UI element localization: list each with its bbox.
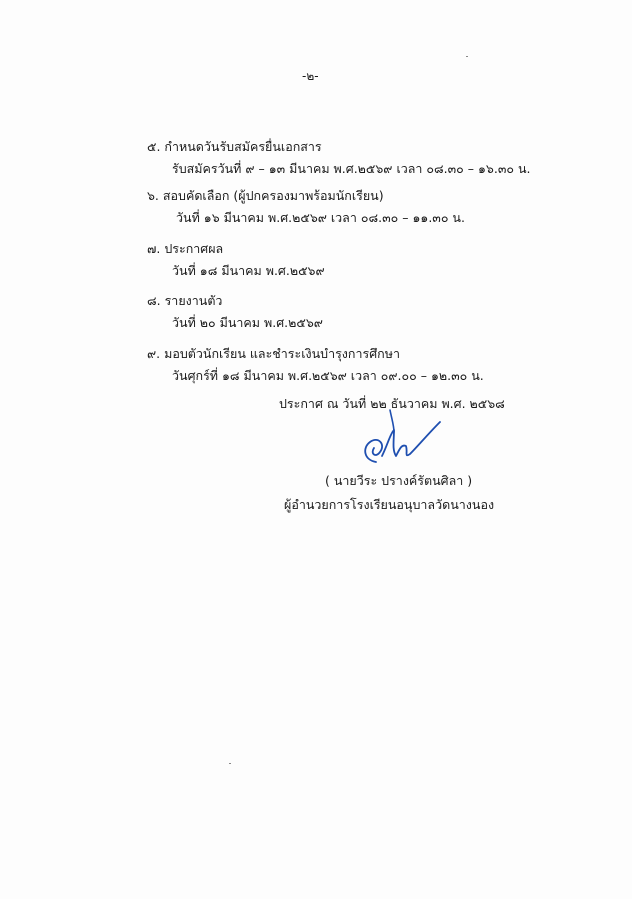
scan-speck [466, 56, 468, 57]
section-7-detail: วันที่ ๑๘ มีนาคม พ.ศ.๒๕๖๙ [172, 263, 325, 278]
section-8-heading: ๘. รายงานตัว [147, 293, 223, 308]
section-6-heading: ๖. สอบคัดเลือก (ผู้ปกครองมาพร้อมนักเรียน) [147, 188, 384, 203]
section-8-detail: วันที่ ๒๐ มีนาคม พ.ศ.๒๕๖๙ [172, 315, 323, 330]
section-5-detail: รับสมัครวันที่ ๙ – ๑๓ มีนาคม พ.ศ.๒๕๖๙ เวลา ๐๘.๓๐ – ๑๖.๓๐ น. [172, 161, 531, 176]
section-5-heading: ๕. กำหนดวันรับสมัครยื่นเอกสาร [147, 139, 322, 154]
announcement-date: ประกาศ ณ วันที่ ๒๒ ธันวาคม พ.ศ. ๒๕๖๘ [279, 396, 505, 411]
signer-position: ผู้อำนวยการโรงเรียนอนุบาลวัดนางนอง [284, 497, 495, 512]
scan-speck [229, 763, 231, 764]
section-6-detail: วันที่ ๑๖ มีนาคม พ.ศ.๒๕๖๙ เวลา ๐๘.๓๐ – ๑๑.๓๐ น. [176, 210, 465, 225]
signer-name: ( นายวีระ ปรางค์รัตนศิลา ) [325, 473, 473, 488]
section-9-heading: ๙. มอบตัวนักเรียน และชำระเงินบำรุงการศึกษา [147, 346, 400, 361]
section-7-heading: ๗. ประกาศผล [147, 241, 224, 256]
page-number: -๒- [302, 69, 319, 83]
signature-image [356, 404, 446, 470]
section-9-detail: วันศุกร์ที่ ๑๘ มีนาคม พ.ศ.๒๕๖๙ เวลา ๐๙.๐๐ – ๑๒.๓๐ น. [172, 368, 484, 383]
